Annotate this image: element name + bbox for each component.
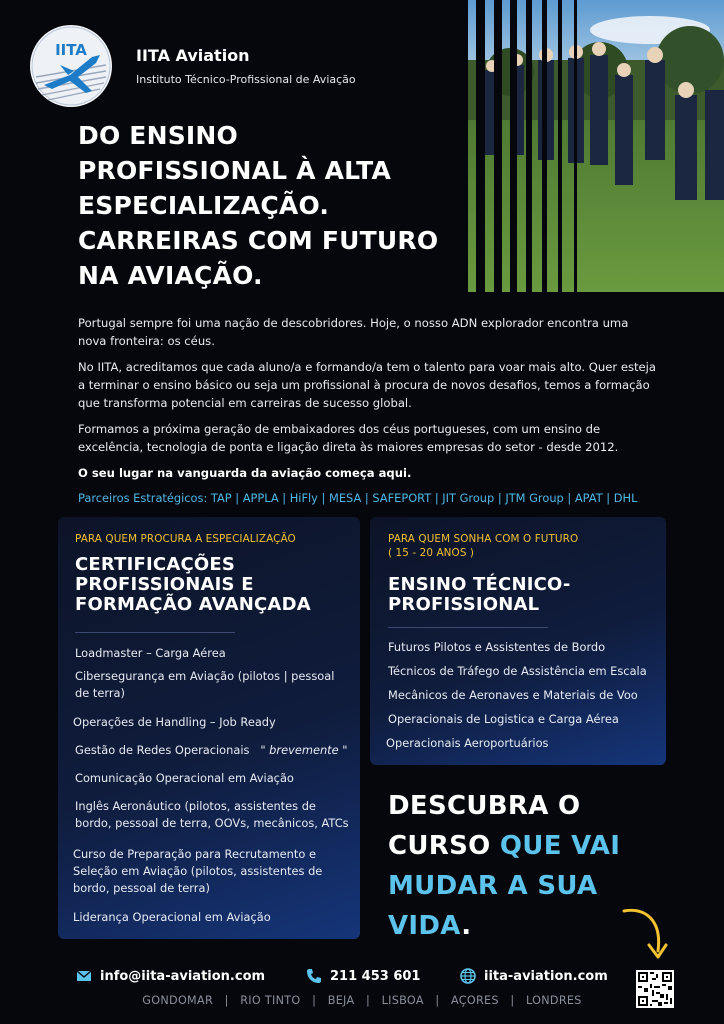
course-item: Curso de Preparação para Recrutamento e Seleção em Aviação (pilotos, assistentes de bordo, pessoal de terra) [73, 847, 323, 895]
card-title-line: ENSINO TÉCNICO- [388, 574, 571, 595]
course-item: Loadmaster – Carga Aérea [75, 646, 226, 660]
specialization-card [58, 517, 360, 939]
slogan-line [388, 826, 688, 866]
card-kicker: PARA QUEM SONHA COM O FUTURO [388, 533, 579, 545]
headline-line: CARREIRAS COM FUTURO [78, 226, 439, 255]
intro-paragraph: Portugal sempre foi uma nação de descobridores. Hoje, o nosso ADN explorador encontra uma nova fronteira: os céus. [78, 316, 629, 348]
slogan-white: CURSO [388, 831, 500, 861]
soon-tag: " brevemente " [260, 743, 348, 757]
slogan-blue: QUE VAI [499, 831, 621, 861]
slogan-blue: VIDA [388, 911, 462, 941]
course-item: Técnicos de Tráfego de Assistência em Escala [388, 664, 647, 678]
course-item: Operacionais Aeroportuários [386, 736, 549, 750]
course-item: Comunicação Operacional em Aviação [75, 771, 294, 785]
phone-icon [306, 968, 322, 984]
intro-callout: O seu lugar na vanguarda da aviação começa aqui. [78, 466, 412, 480]
card-age-range: ( 15 - 20 ANOS ) [388, 547, 475, 559]
card-title [388, 575, 571, 615]
course-item: Cibersegurança em Aviação (pilotos | pessoal de terra) [75, 669, 335, 700]
students-photo [450, 0, 724, 292]
headline-line: NA AVIAÇÃO. [78, 261, 263, 290]
footer-website[interactable] [460, 968, 608, 984]
card-title-line: PROFISSIONAIS E [75, 574, 254, 595]
email-text[interactable]: info@iita-aviation.com [100, 968, 266, 984]
headline-line: PROFISSIONAL À ALTA [78, 156, 392, 185]
city-list-text: GONDOMAR | RIO TINTO | BEJA | LISBOA | AÇORES | LONDRES [142, 994, 582, 1007]
card-divider [388, 627, 548, 628]
course-item: Mecânicos de Aeronaves e Materiais de Voo [388, 688, 638, 702]
course-item: Liderança Operacional em Aviação [73, 910, 271, 924]
city-list [0, 994, 724, 1007]
headline-line: DO ENSINO [78, 121, 238, 150]
card-divider [75, 632, 235, 633]
technical-card [370, 517, 666, 765]
intro-text [78, 314, 658, 490]
course-item [75, 742, 355, 759]
course-item: Futuros Pilotos e Assistentes de Bordo [388, 640, 606, 654]
card-title [75, 555, 311, 615]
globe-icon [460, 968, 476, 984]
card-title-line: CERTIFICAÇÕES [75, 554, 236, 575]
slogan-line: DESCUBRA O [388, 791, 581, 821]
phone-text[interactable]: 211 453 601 [330, 968, 421, 984]
slogan-white: . [461, 911, 472, 941]
partners-list: Parceiros Estratégicos: TAP | APPLA | HiFly | MESA | SAFEPORT | JIT Group | JTM Group | APAT | DHL [78, 491, 638, 505]
headline-line: ESPECIALIZAÇÃO. [78, 191, 330, 220]
course-item: Inglês Aeronáutico (pilotos, assistentes de bordo, pessoal de terra, OOVs, mecânicos, ATCs [75, 799, 349, 830]
headline [78, 118, 458, 293]
card-title-line: FORMAÇÃO AVANÇADA [75, 594, 311, 615]
brand-logo [30, 25, 112, 107]
intro-paragraph: Formamos a próxima geração de embaixadores dos céus portugueses, com um ensino de excelência, tecnologia de ponta e ligação direta às maiores empresas do setor - desde 2012. [78, 422, 619, 454]
card-kicker: PARA QUEM PROCURA A ESPECIALIZAÇÃO [75, 533, 296, 545]
slogan-line: MUDAR A SUA [388, 871, 598, 901]
plane-icon [30, 25, 112, 107]
brand-subtitle: Instituto Técnico-Profissional de Aviação [136, 73, 356, 86]
footer-email[interactable] [76, 968, 265, 984]
course-item: Operacionais de Logistica e Carga Aérea [388, 712, 619, 726]
card-title-line: PROFISSIONAL [388, 594, 540, 615]
intro-paragraph: No IITA, acreditamos que cada aluno/a e formando/a tem o talento para voar mais alto. Quer esteja a terminar o ensino básico ou seja um profissional à procura de novos desafios, temos a formação que transforma potencial em carreiras de sucesso global. [78, 360, 657, 410]
course-item: Operações de Handling – Job Ready [73, 715, 276, 729]
website-text[interactable]: iita-aviation.com [484, 968, 608, 984]
brand-name: IITA Aviation [136, 46, 250, 65]
footer-phone[interactable] [306, 968, 420, 984]
svg-text:IITA: IITA [55, 41, 87, 59]
mail-icon [76, 968, 92, 984]
curved-arrow-icon [620, 905, 670, 965]
course-item-label: Gestão de Redes Operacionais [75, 743, 250, 757]
